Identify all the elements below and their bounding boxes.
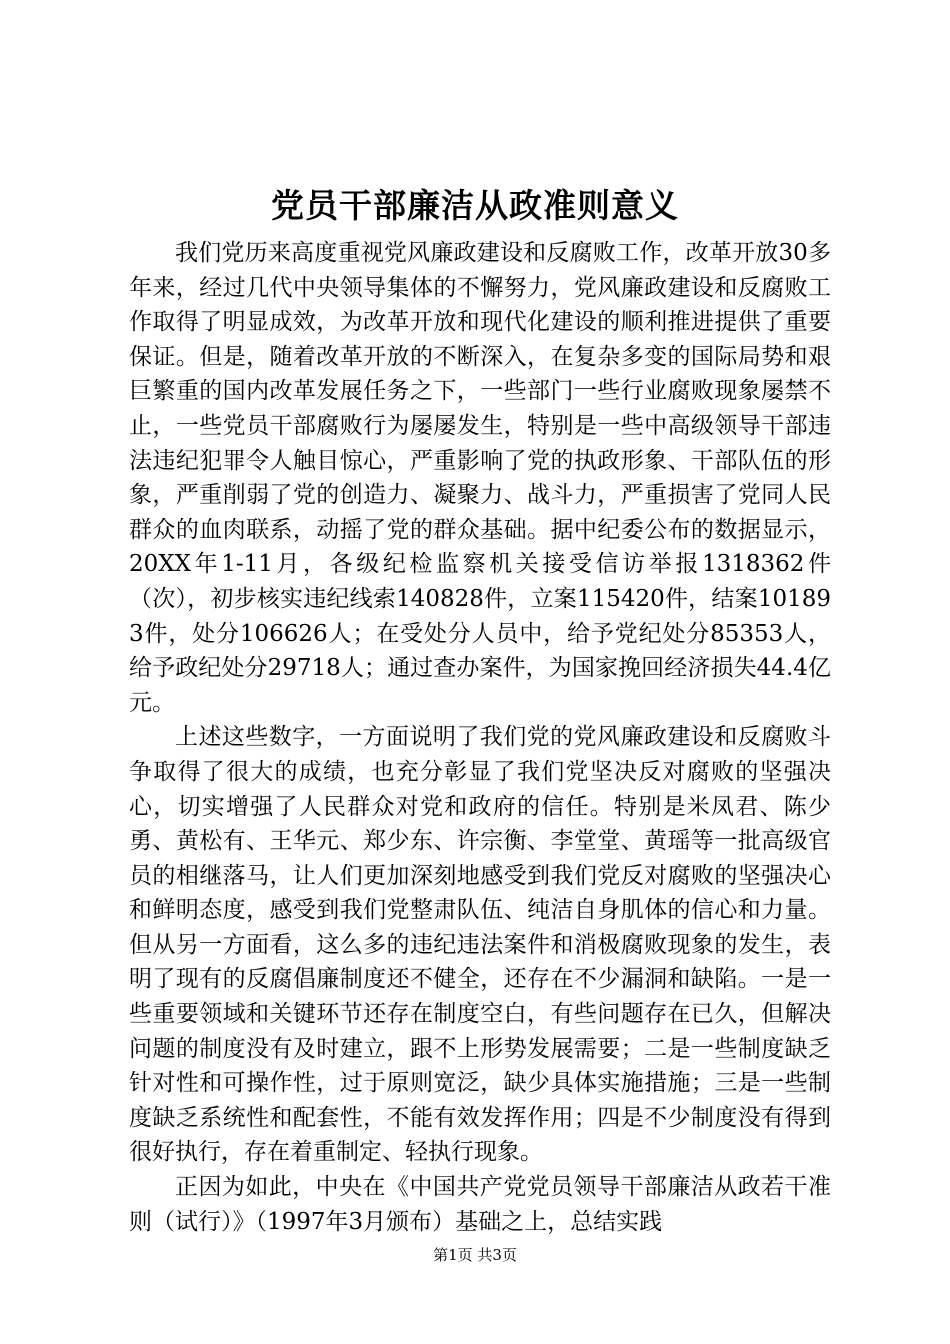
paragraph-3: 正因为如此，中央在《中国共产党党员领导干部廉洁从政若干准则（试行）》（1997年3月颁布）基础之上，总结实践	[129, 1174, 831, 1235]
document-title: 党员干部廉洁从政准则意义	[271, 186, 679, 225]
page-footer: 第1页 共3页	[433, 1246, 517, 1264]
document-body	[129, 236, 831, 1239]
paragraph-1: 我们党历来高度重视党风廉政建设和反腐败工作，改革开放30多年来，经过几代中央领导集体的不懈努力，党风廉政建设和反腐败工作取得了明显成效，为改革开放和现代化建设的顺利推进提供了重要保证。但是，随着改革开放的不断深入，在复杂多变的国际局势和艰巨繁重的国内改革发展任务之下，一些部门一些行业腐败现象屡禁不止，一些党员干部腐败行为屡屡发生，特别是一些中高级领导干部违法违纪犯罪令人触目惊心，严重影响了党的执政形象、干部队伍的形象，严重削弱了党的创造力、凝聚力、战斗力，严重损害了党同人民群众的血肉联系，动摇了党的群众基础。据中纪委公布的数据显示，20XX年1-11月，各级纪检监察机关接受信访举报1318362件（次），初步核实违纪线索140828件，立案115420件，结案101893件，处分106626人；在受处分人员中，给予党纪处分85353人，给予政纪处分29718人；通过查办案件，为国家挽回经济损失44.4亿元。	[129, 240, 831, 716]
paragraph-2: 上述这些数字，一方面说明了我们党的党风廉政建设和反腐败斗争取得了很大的成绩，也充分彰显了我们党坚决反对腐败的坚强决心，切实增强了人民群众对党和政府的信任。特别是米凤君、陈少勇、黄松有、王华元、郑少东、许宗衡、李堂堂、黄瑶等一批高级官员的相继落马，让人们更加深刻地感受到我们党反对腐败的坚强决心和鲜明态度，感受到我们党整肃队伍、纯洁自身肌体的信心和力量。但从另一方面看，这么多的违纪违法案件和消极腐败现象的发生，表明了现有的反腐倡廉制度还不健全，还存在不少漏洞和缺陷。一是一些重要领域和关键环节还存在制度空白，有些问题存在已久，但解决问题的制度没有及时建立，跟不上形势发展需要；二是一些制度缺乏针对性和可操作性，过于原则宽泛，缺少具体实施措施；三是一些制度缺乏系统性和配套性，不能有效发挥作用；四是不少制度没有得到很好执行，存在着重制定、轻执行现象。	[129, 724, 831, 1166]
